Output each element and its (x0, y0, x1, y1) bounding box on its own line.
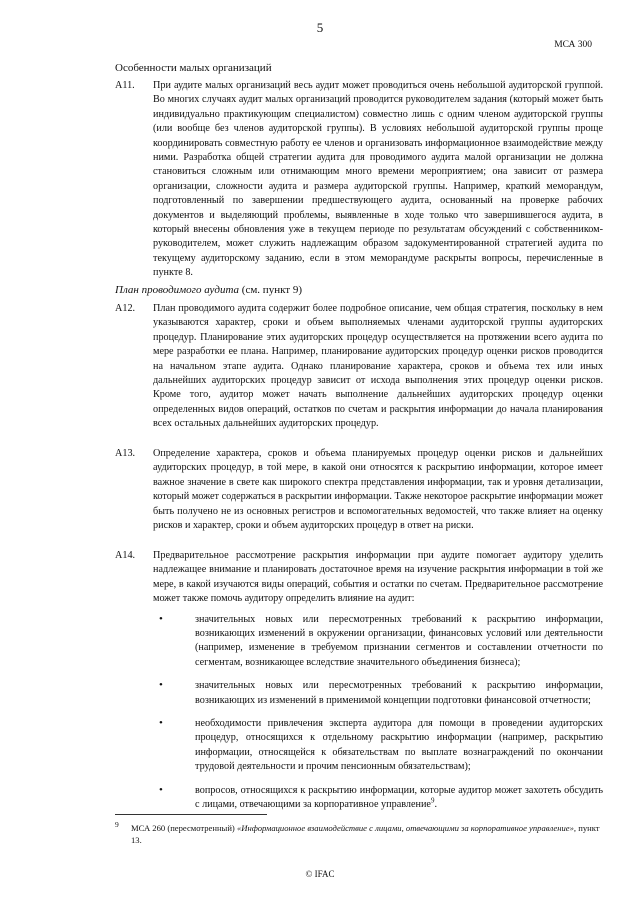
document-code: МСА 300 (554, 40, 592, 50)
paragraph-number: A12. (115, 303, 136, 314)
list-item: • необходимости привлечения эксперта аудитора для помощи в проведении аудиторских процедур, относящихся к отдельному раскрытию информации (например, раскрытию информации, относящейся к обязательствам по выплате вознаграждений по окончании трудовой деятельности и прочим пенсионным обязательствам); (159, 717, 603, 773)
page-number: 5 (316, 20, 324, 35)
footnote-title: «Информационное взаимодействие с лицами, отвечающими за корпоративное управление» (236, 823, 574, 833)
paragraph-text: План проводимого аудита содержит более подробное описание, чем общая стратегия, поскольку в нем указываются характер, сроки и объем выполняемых членами аудиторской группы аудиторских процедур. Планирование этих аудиторских процедур осуществляется на протяжении всего аудита по мере разработки ее плана. Например, планирование аудиторских процедур оценки рисков проводится на начальном этапе аудита. Однако планирование характера, сроков и объема тех или иных дальнейших аудиторских процедур зависит от исхода выполнения этих процедур оценки рисков. Кроме того, аудитор может начать выполнение дальнейших аудиторских процедур оценки определенных видов операций, остатков по счетам и раскрытия информации до начала планирования всех остальных дальнейших аудиторских процедур. (153, 303, 603, 430)
paragraph-text: При аудите малых организаций весь аудит может проводиться очень небольшой аудиторской группой. Во многих случаях аудит малых организаций проводится руководителем задания (который может быть индивидуально практикующим специалистом) совместно лишь с одним членом аудиторской группы (или вообще без членов аудиторской группы). В условиях небольшой аудиторской группы проще координировать совместную работу ее членов и организовать информационное взаимодействие между ними. Разработка общей стратегии аудита для проводимого аудита малой организации не должна становиться сложным или отнимающим много времени мероприятием; она зависит от размера организации, сложности аудита и размера аудиторской группы. Например, краткий меморандум, подготовленный по завершении предшествующего аудита, основанный на проверке рабочих документов и выделяющий проблемы, выявленные в ходе только что завершившегося аудита, в который внесены обновления уже в текущем периоде по результатам обсуждений с собственником-руководителем, может служить надлежащим образом задокументированной стратегией аудита по текущему аудиторскому заданию, если в этом меморандуме раскрыты вопросы, перечисленные в пункте 8. (153, 80, 603, 279)
subheading-italic: План проводимого аудита (115, 284, 240, 296)
section-heading: Особенности малых организаций (115, 62, 272, 74)
copyright: © IFAC (305, 869, 335, 879)
paragraph-number: A11. (115, 80, 135, 91)
paragraph-a11 (115, 79, 603, 281)
subheading-reference: (см. пункт 9) (239, 284, 302, 296)
footnote-tail: , пункт 13. (131, 823, 600, 845)
bullet-icon: • (159, 717, 163, 730)
bullet-icon: • (159, 679, 163, 692)
paragraph-a12 (115, 302, 603, 432)
bullet-list (153, 613, 603, 813)
paragraph-text: Определение характера, сроков и объема планируемых процедур оценки рисков и дальнейших аудиторских процедур, в той мере, в какой они относятся к раскрытию информации, которое имеет важное значение в свете как широкого спектра представления информации, так и уровня детализации, который может содержаться в раскрытии информации. Также некоторое раскрытие информации может быть получено не из основных регистров и вспомогательных ведомостей, что также влияет на оценку рисков и характер, сроки и объем аудиторских процедур в ответ на риски. (153, 448, 603, 532)
subheading (115, 284, 302, 296)
paragraph-a13 (115, 447, 603, 533)
bullet-icon: • (159, 612, 163, 625)
footnote-lead: МСА 260 (пересмотренный) (131, 823, 237, 833)
list-item: • вопросов, относящихся к раскрытию информации, которые аудитор может захотеть обсудить с лицами, отвечающими за корпоративное управление$^9$. (159, 783, 603, 811)
paragraph-number: A13. (115, 448, 136, 459)
footnote-number: 9 (115, 820, 119, 829)
footnote-divider (115, 814, 267, 815)
paragraph-a14 (115, 549, 603, 822)
list-item: • значительных новых или пересмотренных требований к раскрытию информации, возникающих из изменений в применимой концепции подготовки финансовой отчетности; (159, 679, 603, 706)
paragraph-number: A14. (115, 550, 136, 561)
list-item: • значительных новых или пересмотренных требований к раскрытию информации, возникающих изменений в окружении организации, финансовых условий или деятельности (например, изменение в требуемом признании сегментов и составлении отчетности по сегментам, возникающее вследствие значительного объединения бизнеса); (159, 612, 603, 668)
bullet-icon: • (159, 783, 163, 796)
paragraph-text: Предварительное рассмотрение раскрытия информации при аудите помогает аудитору уделить надлежащее внимание и планировать достаточное время на изучение раскрытия информации в той же мере, в какой изучаются виды операций, события и остатки по счетам. Предварительное рассмотрение может также помочь аудитору определить влияние на аудит: (153, 550, 603, 605)
footnote-reference[interactable]: 9 (430, 796, 435, 805)
footnote (115, 822, 603, 846)
